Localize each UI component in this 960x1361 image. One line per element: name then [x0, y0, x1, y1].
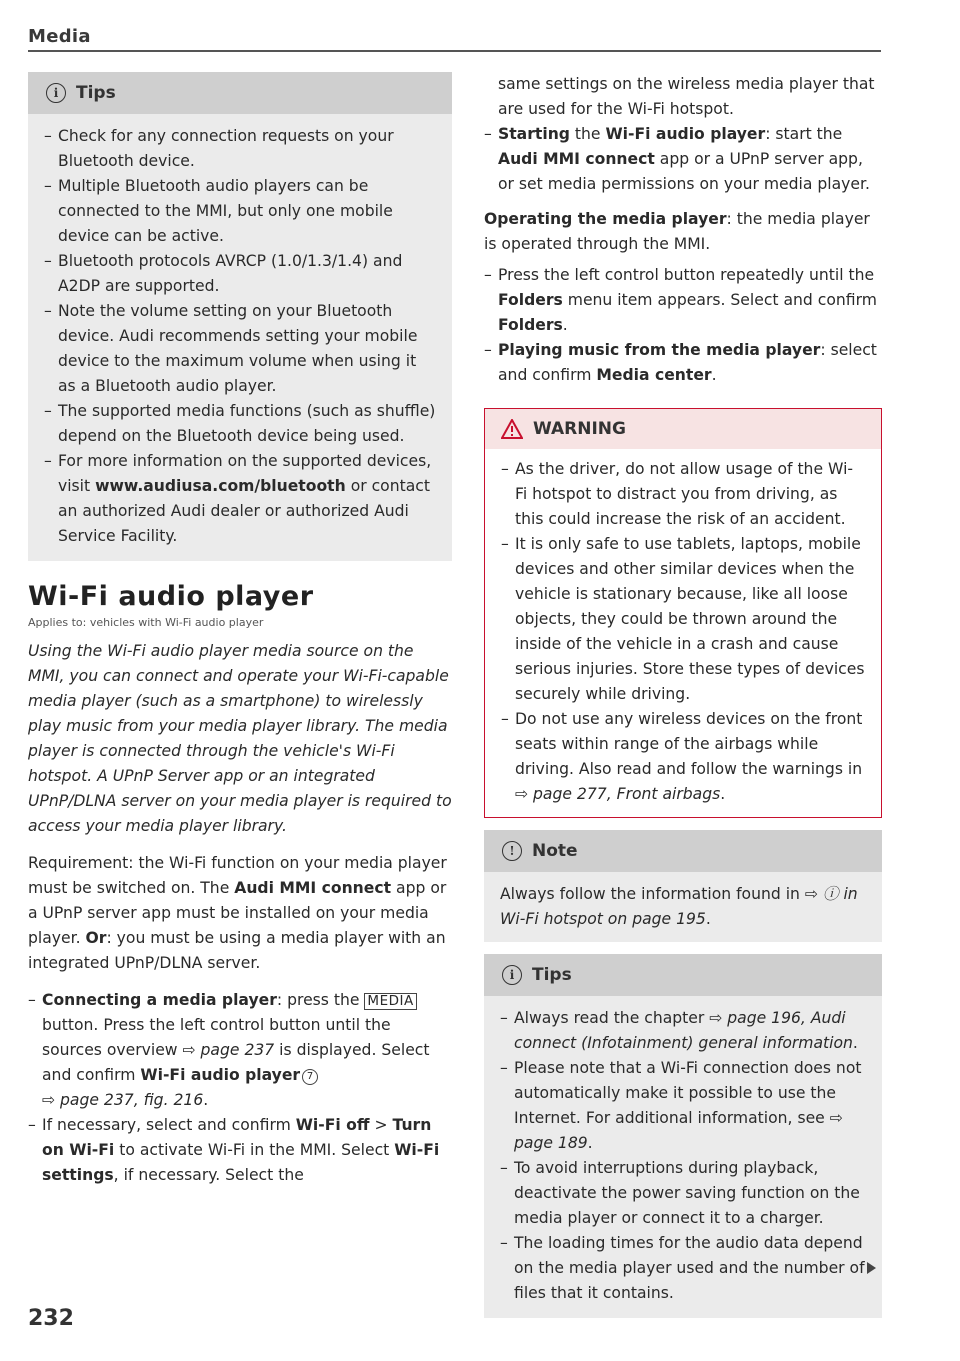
step-starting: [484, 122, 882, 197]
tip-item: – Note the volume setting on your Bluetooth device. Audi recommends setting your mobile device to the maximum volume when using it as a Bluetooth audio player.: [44, 299, 436, 399]
step-press: [484, 263, 882, 338]
tip-text: For more information on the supported devices, visit: [58, 452, 432, 495]
text: .: [720, 785, 726, 803]
text: is displayed. Select and confirm: [42, 1041, 430, 1084]
page-ref[interactable]: ⇨ page 189: [514, 1109, 843, 1152]
tip-item: – Bluetooth protocols AVRCP (1.0/1.3/1.4) and A2DP are supported.: [44, 249, 436, 299]
bold-text: Connecting a media player: [42, 991, 277, 1009]
tips-box-left: [28, 72, 452, 561]
bold-text: Media center: [596, 366, 712, 384]
tip-text: or contact an authorized Audi dealer or authorized Audi Service Facility.: [58, 477, 430, 545]
text: : press the: [276, 991, 365, 1009]
warning-item: [501, 707, 865, 807]
text: the: [569, 125, 606, 143]
page-ref[interactable]: ⇨ page 237, fig. 216: [42, 1091, 204, 1109]
bold-text: Audi MMI connect: [498, 150, 655, 168]
text: Always follow the information found in: [500, 885, 805, 903]
bold-text: Folders: [498, 316, 563, 334]
text: Do not use any wireless devices on the front seats within range of the airbags while driving. Also read and follow the warnings in: [515, 710, 863, 778]
tips-title: Tips: [76, 83, 116, 103]
note-title-bar: [484, 830, 882, 872]
tips-title-bar: [484, 954, 882, 996]
step-playing: [484, 338, 882, 388]
note-box: [484, 830, 882, 942]
text: .: [587, 1134, 593, 1152]
warning-triangle-icon: [501, 419, 523, 439]
tips-title-bar: [28, 72, 452, 114]
tip-item: [44, 449, 436, 549]
header-rule: [28, 50, 881, 52]
operating-paragraph: [484, 207, 882, 257]
text: .: [711, 366, 717, 384]
tips-list: [44, 124, 436, 549]
page-ref[interactable]: ⇨ page 237: [182, 1041, 275, 1059]
step-connect: [28, 988, 452, 1113]
text: .: [852, 1034, 858, 1052]
text: app or a UPnP server app, or set media permissions on your media player.: [498, 150, 870, 193]
page-number: 232: [28, 1306, 74, 1331]
text: Press the left control button repeatedly until the: [498, 266, 875, 284]
bold-text: Playing music from the media player: [498, 341, 821, 359]
bold-text: Audi MMI connect: [234, 879, 392, 897]
steps-list: [28, 988, 452, 1188]
media-key: MEDIA: [364, 993, 416, 1010]
bold-text: Wi-Fi audio player: [140, 1066, 301, 1084]
warning-item: – As the driver, do not allow usage of the Wi-Fi hotspot to distract you from driving, as this could increase the risk of an accident.: [501, 457, 865, 532]
page-ref[interactable]: ⇨ page 277, Front airbags: [515, 785, 721, 803]
starting-list: [484, 122, 882, 197]
left-column: [28, 72, 452, 1188]
callout-number: 7: [302, 1069, 318, 1085]
applies-to: Applies to: vehicles with Wi-Fi audio player: [28, 616, 264, 629]
continue-arrow-icon: [867, 1262, 876, 1274]
info-icon: i: [46, 83, 66, 103]
text: .: [562, 316, 568, 334]
info-icon: i: [502, 965, 522, 985]
tip-item: [500, 1006, 866, 1056]
tips-title: Tips: [532, 965, 572, 985]
tip-item: – The supported media functions (such as shuffle) depend on the Bluetooth device being used.: [44, 399, 436, 449]
text: app or a UPnP server app must be installed on your media player.: [28, 879, 447, 947]
tip-item: – Multiple Bluetooth audio players can be connected to the MMI, but only one mobile device can be active.: [44, 174, 436, 249]
text: : you must be using a media player with an integrated UPnP/DLNA server.: [28, 929, 446, 972]
bold-text: Turn on Wi-Fi: [42, 1116, 432, 1159]
continued-text: same settings on the wireless media player that are used for the Wi-Fi hotspot.: [498, 75, 875, 118]
text: If necessary, select and confirm: [42, 1116, 296, 1134]
text: to activate Wi-Fi in the MMI. Select: [114, 1141, 395, 1159]
bold-text: Wi-Fi off: [295, 1116, 370, 1134]
tip-item: – To avoid interruptions during playback, deactivate the power saving function on the media player or connect it to a charger.: [500, 1156, 866, 1231]
tip-item: [500, 1056, 866, 1156]
bold-text: Wi-Fi audio player: [605, 125, 766, 143]
text: : start the: [765, 125, 843, 143]
bluetooth-link[interactable]: www.audiusa.com/bluetooth: [95, 477, 346, 495]
bold-text: Operating the media player: [484, 210, 727, 228]
bold-text: Or: [85, 929, 107, 947]
warning-title-bar: [485, 409, 881, 449]
requirement-paragraph: [28, 851, 452, 976]
note-title: Note: [532, 841, 578, 861]
right-column: [484, 72, 882, 1318]
tip-item: – Check for any connection requests on your Bluetooth device.: [44, 124, 436, 174]
exclamation-icon: !: [502, 841, 522, 861]
warning-title: WARNING: [533, 419, 626, 439]
text: button. Press the left control button until the sources overview: [42, 1016, 391, 1059]
warning-item: – It is only safe to use tablets, laptops, mobile devices and other similar devices when the vehicle is stationary because, like all loose objects, they could be thrown around the inside of the vehicle in a crash and cause serious injuries. Store these types of devices securely while driving.: [501, 532, 865, 707]
page-ref[interactable]: ⇨ ⓘ in Wi-Fi hotspot on page 195: [500, 885, 858, 928]
step-wifi-off: [28, 1113, 452, 1188]
intro-paragraph: Using the Wi-Fi audio player media source on the MMI, you can connect and operate your Wi-Fi-capable media player (such as a smartphone) to wirelessly play music from your media player library. The media player is connected through the vehicle's Wi-Fi hotspot. A UPnP Server app or an integrated UPnP/DLNA server on your media player is required to access your media player library.: [28, 642, 452, 835]
text: >: [369, 1116, 393, 1134]
text: : select and confirm: [498, 341, 877, 384]
text: : the media player is operated through the MMI.: [484, 210, 870, 253]
bold-text: Wi-Fi settings: [42, 1141, 440, 1184]
text: .: [203, 1091, 209, 1109]
text: Please note that a Wi-Fi connection does not automatically make it possible to use the Internet. For additional information, see: [514, 1059, 862, 1127]
operating-list: [484, 263, 882, 388]
note-text: [500, 882, 866, 932]
text: , if necessary. Select the: [113, 1166, 304, 1184]
text: .: [705, 910, 711, 928]
warning-box: [484, 408, 882, 818]
tips-box-right: [484, 954, 882, 1318]
text: menu item appears. Select and confirm: [562, 291, 877, 309]
warning-list: [501, 457, 865, 807]
bold-text: Starting: [498, 125, 570, 143]
text: Always read the chapter: [514, 1009, 710, 1027]
bold-text: Folders: [498, 291, 563, 309]
section-header: Media: [28, 26, 91, 47]
section-title: Wi-Fi audio player: [28, 581, 314, 612]
tips-list: [500, 1006, 866, 1306]
tip-item: – The loading times for the audio data depend on the media player used and the number of files that it contains.: [500, 1231, 866, 1306]
text: Requirement: the Wi-Fi function on your media player must be switched on. The: [28, 854, 447, 897]
page-ref[interactable]: ⇨ page 196, Audi connect (Infotainment) general information: [514, 1009, 853, 1052]
